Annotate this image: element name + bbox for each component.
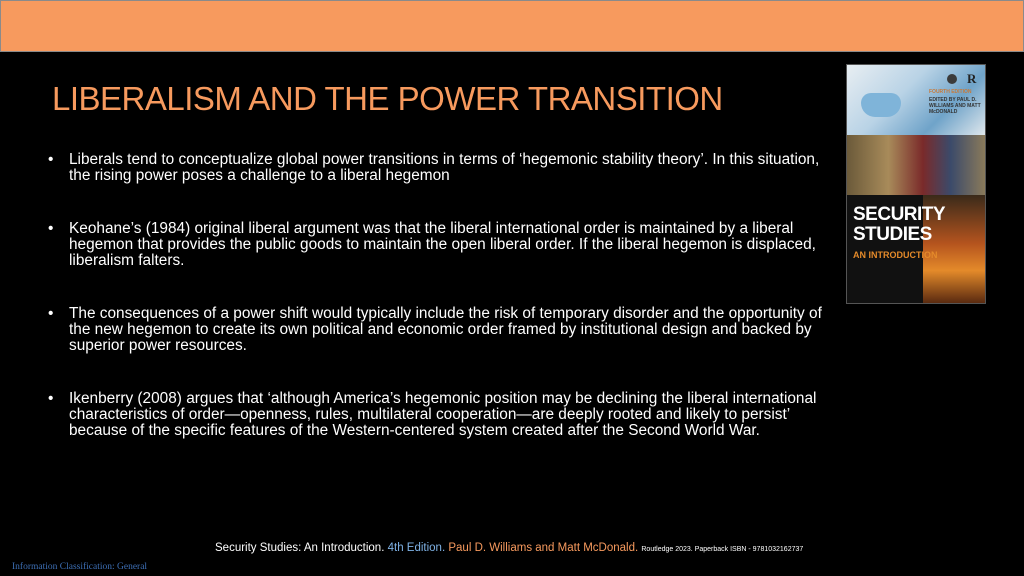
bullet-item [48,152,823,184]
bullet-item [48,221,823,269]
citation-authors: Paul D. Williams and Matt McDonald. [448,542,639,554]
bullet-text: Keohane’s (1984) original liberal argument was that the liberal international order is maintained by a liberal hegemon that provides the public goods to maintain the open liberal order. If the liberal hegemon is displaced, liberalism falters. [69,220,816,269]
bullet-icon: • [48,305,54,322]
citation-edition: 4th Edition. [387,542,446,554]
citation [215,542,803,554]
citation-title: Security Studies: An Introduction. [215,542,385,554]
book-title-line1: SECURITY [853,204,946,225]
book-subtitle: AN INTRODUCTION [853,250,938,260]
citation-publisher: Routledge 2023. Paperback ISBN - 9781032162737 [641,546,804,553]
face-mask-graphic [861,93,901,117]
classification-label: Information Classification: General [12,562,148,572]
bullet-text: Ikenberry (2008) argues that ‘although America’s hegemonic position may be declining the liberal international characteristics of order—openness, rules, multilateral cooperation—are deeply rooted and likely to persist’ because of the specific features of the Western-centered system created after the Second World War. [69,390,817,439]
publisher-logo: R [967,71,977,86]
book-edition: FOURTH EDITION [929,89,972,95]
book-title-line2: STUDIES [853,224,932,245]
book-title [853,205,945,245]
bullet-icon: • [48,151,54,168]
book-cover-image [846,64,986,304]
bullet-icon: • [48,390,54,407]
slide-title: LIBERALISM AND THE POWER TRANSITION [52,80,723,117]
bullet-item [48,306,823,354]
bullet-icon: • [48,220,54,237]
bullet-text: The consequences of a power shift would typically include the risk of temporary disorder and the opportunity of the new hegemon to create its own political and economic order framed by institutional design and backed by superior power resources. [69,305,822,354]
bullet-text: Liberals tend to conceptualize global power transitions in terms of ‘hegemonic stability theory’. In this situation, the rising power poses a challenge to a liberal hegemon [69,151,820,184]
book-cover-photo-middle [847,135,985,195]
bullet-item [48,391,823,439]
globe-icon [947,74,957,84]
book-editors: EDITED BY PAUL D. WILLIAMS AND MATT McDONALD [929,97,981,115]
bullet-list [48,152,823,439]
top-banner [0,0,1024,52]
